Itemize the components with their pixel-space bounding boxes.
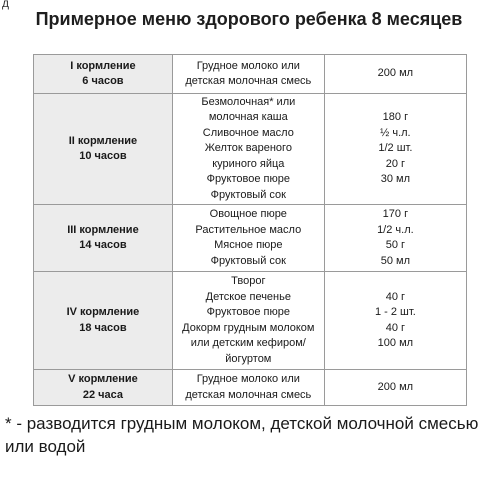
amount-item: 170 г <box>382 208 409 220</box>
food-cell <box>172 94 324 205</box>
amount-item: 200 мл <box>377 67 414 80</box>
meal-cell <box>34 55 173 94</box>
food-item: Овощное пюре <box>209 208 287 220</box>
meal-time: 18 часов <box>79 321 127 334</box>
amount-cell <box>324 205 466 272</box>
food-cell <box>172 272 324 370</box>
amount-item: 180 г <box>382 111 409 124</box>
corner-mark: д <box>2 0 10 10</box>
amount-item: 40 г <box>385 290 406 303</box>
food-item: Фруктовое пюре <box>206 173 290 186</box>
food-item: Растительное масло <box>195 223 302 236</box>
amount-item: 1/2 ч.л. <box>377 223 414 236</box>
food-cell <box>172 55 324 94</box>
food-item: йогуртом <box>225 352 272 365</box>
amount-item: 50 мл <box>380 254 411 267</box>
amount-item: 50 г <box>385 239 406 251</box>
meal-time: 10 часов <box>79 150 127 162</box>
page-title: Примерное меню здорового ребенка 8 месяцев <box>35 9 463 29</box>
amount-cell <box>324 370 466 406</box>
amount-cell <box>324 272 466 370</box>
table-row <box>34 272 467 370</box>
table-row <box>34 55 467 94</box>
amount-cell <box>324 55 466 94</box>
meal-cell <box>34 205 173 272</box>
food-item: Мясное пюре <box>214 239 283 251</box>
amount-item: 30 мл <box>380 173 411 186</box>
food-item: или детским кефиром/ <box>190 337 306 349</box>
amount-item: 1 - 2 шт. <box>374 306 416 318</box>
food-item: Грудное молоко или <box>196 59 300 72</box>
food-item: Фруктовый сок <box>210 188 286 201</box>
food-item: Творог <box>231 275 266 287</box>
meal-time: 22 часа <box>82 388 124 401</box>
food-item: Детское печенье <box>205 290 291 303</box>
amount-item: 100 мл <box>377 337 414 349</box>
meal-label: IV кормление <box>66 306 140 318</box>
meal-label: III кормление <box>67 223 139 236</box>
meal-time: 6 часов <box>82 75 124 87</box>
table-row <box>34 205 467 272</box>
meal-cell <box>34 94 173 205</box>
food-item: Безмолочная* или <box>201 95 296 108</box>
menu-table-body <box>34 55 467 406</box>
meal-label: II кормление <box>68 134 138 147</box>
food-cell <box>172 205 324 272</box>
menu-table <box>33 54 467 406</box>
footnote: * - разводится грудным молоком, детской молочной смесью или водой <box>5 414 479 456</box>
food-item: Докорм грудным молоком <box>182 321 315 334</box>
amount-item: 1/2 шт. <box>378 142 413 155</box>
amount-item: 200 мл <box>377 380 414 393</box>
amount-cell <box>324 94 466 205</box>
meal-label: I кормление <box>70 59 136 72</box>
amount-item: 20 г <box>385 157 406 170</box>
meal-label: V кормление <box>68 373 138 385</box>
amount-item: 40 г <box>385 321 406 334</box>
food-item: Фруктовый сок <box>210 254 286 267</box>
food-item: Фруктовое пюре <box>206 306 290 318</box>
table-row <box>34 94 467 205</box>
food-item: Сливочное масло <box>202 126 294 139</box>
food-item: куриного яйца <box>212 157 285 170</box>
food-item: молочная каша <box>208 111 288 124</box>
food-item: Желток вареного <box>204 142 292 155</box>
meal-cell <box>34 370 173 406</box>
amount-item: ½ ч.л. <box>380 126 411 139</box>
food-cell <box>172 370 324 406</box>
meal-time: 14 часов <box>79 239 127 251</box>
food-item: детская молочная смесь <box>185 75 312 87</box>
meal-cell <box>34 272 173 370</box>
food-item: Грудное молоко или <box>196 373 300 385</box>
food-item: детская молочная смесь <box>185 388 312 401</box>
table-row <box>34 370 467 406</box>
